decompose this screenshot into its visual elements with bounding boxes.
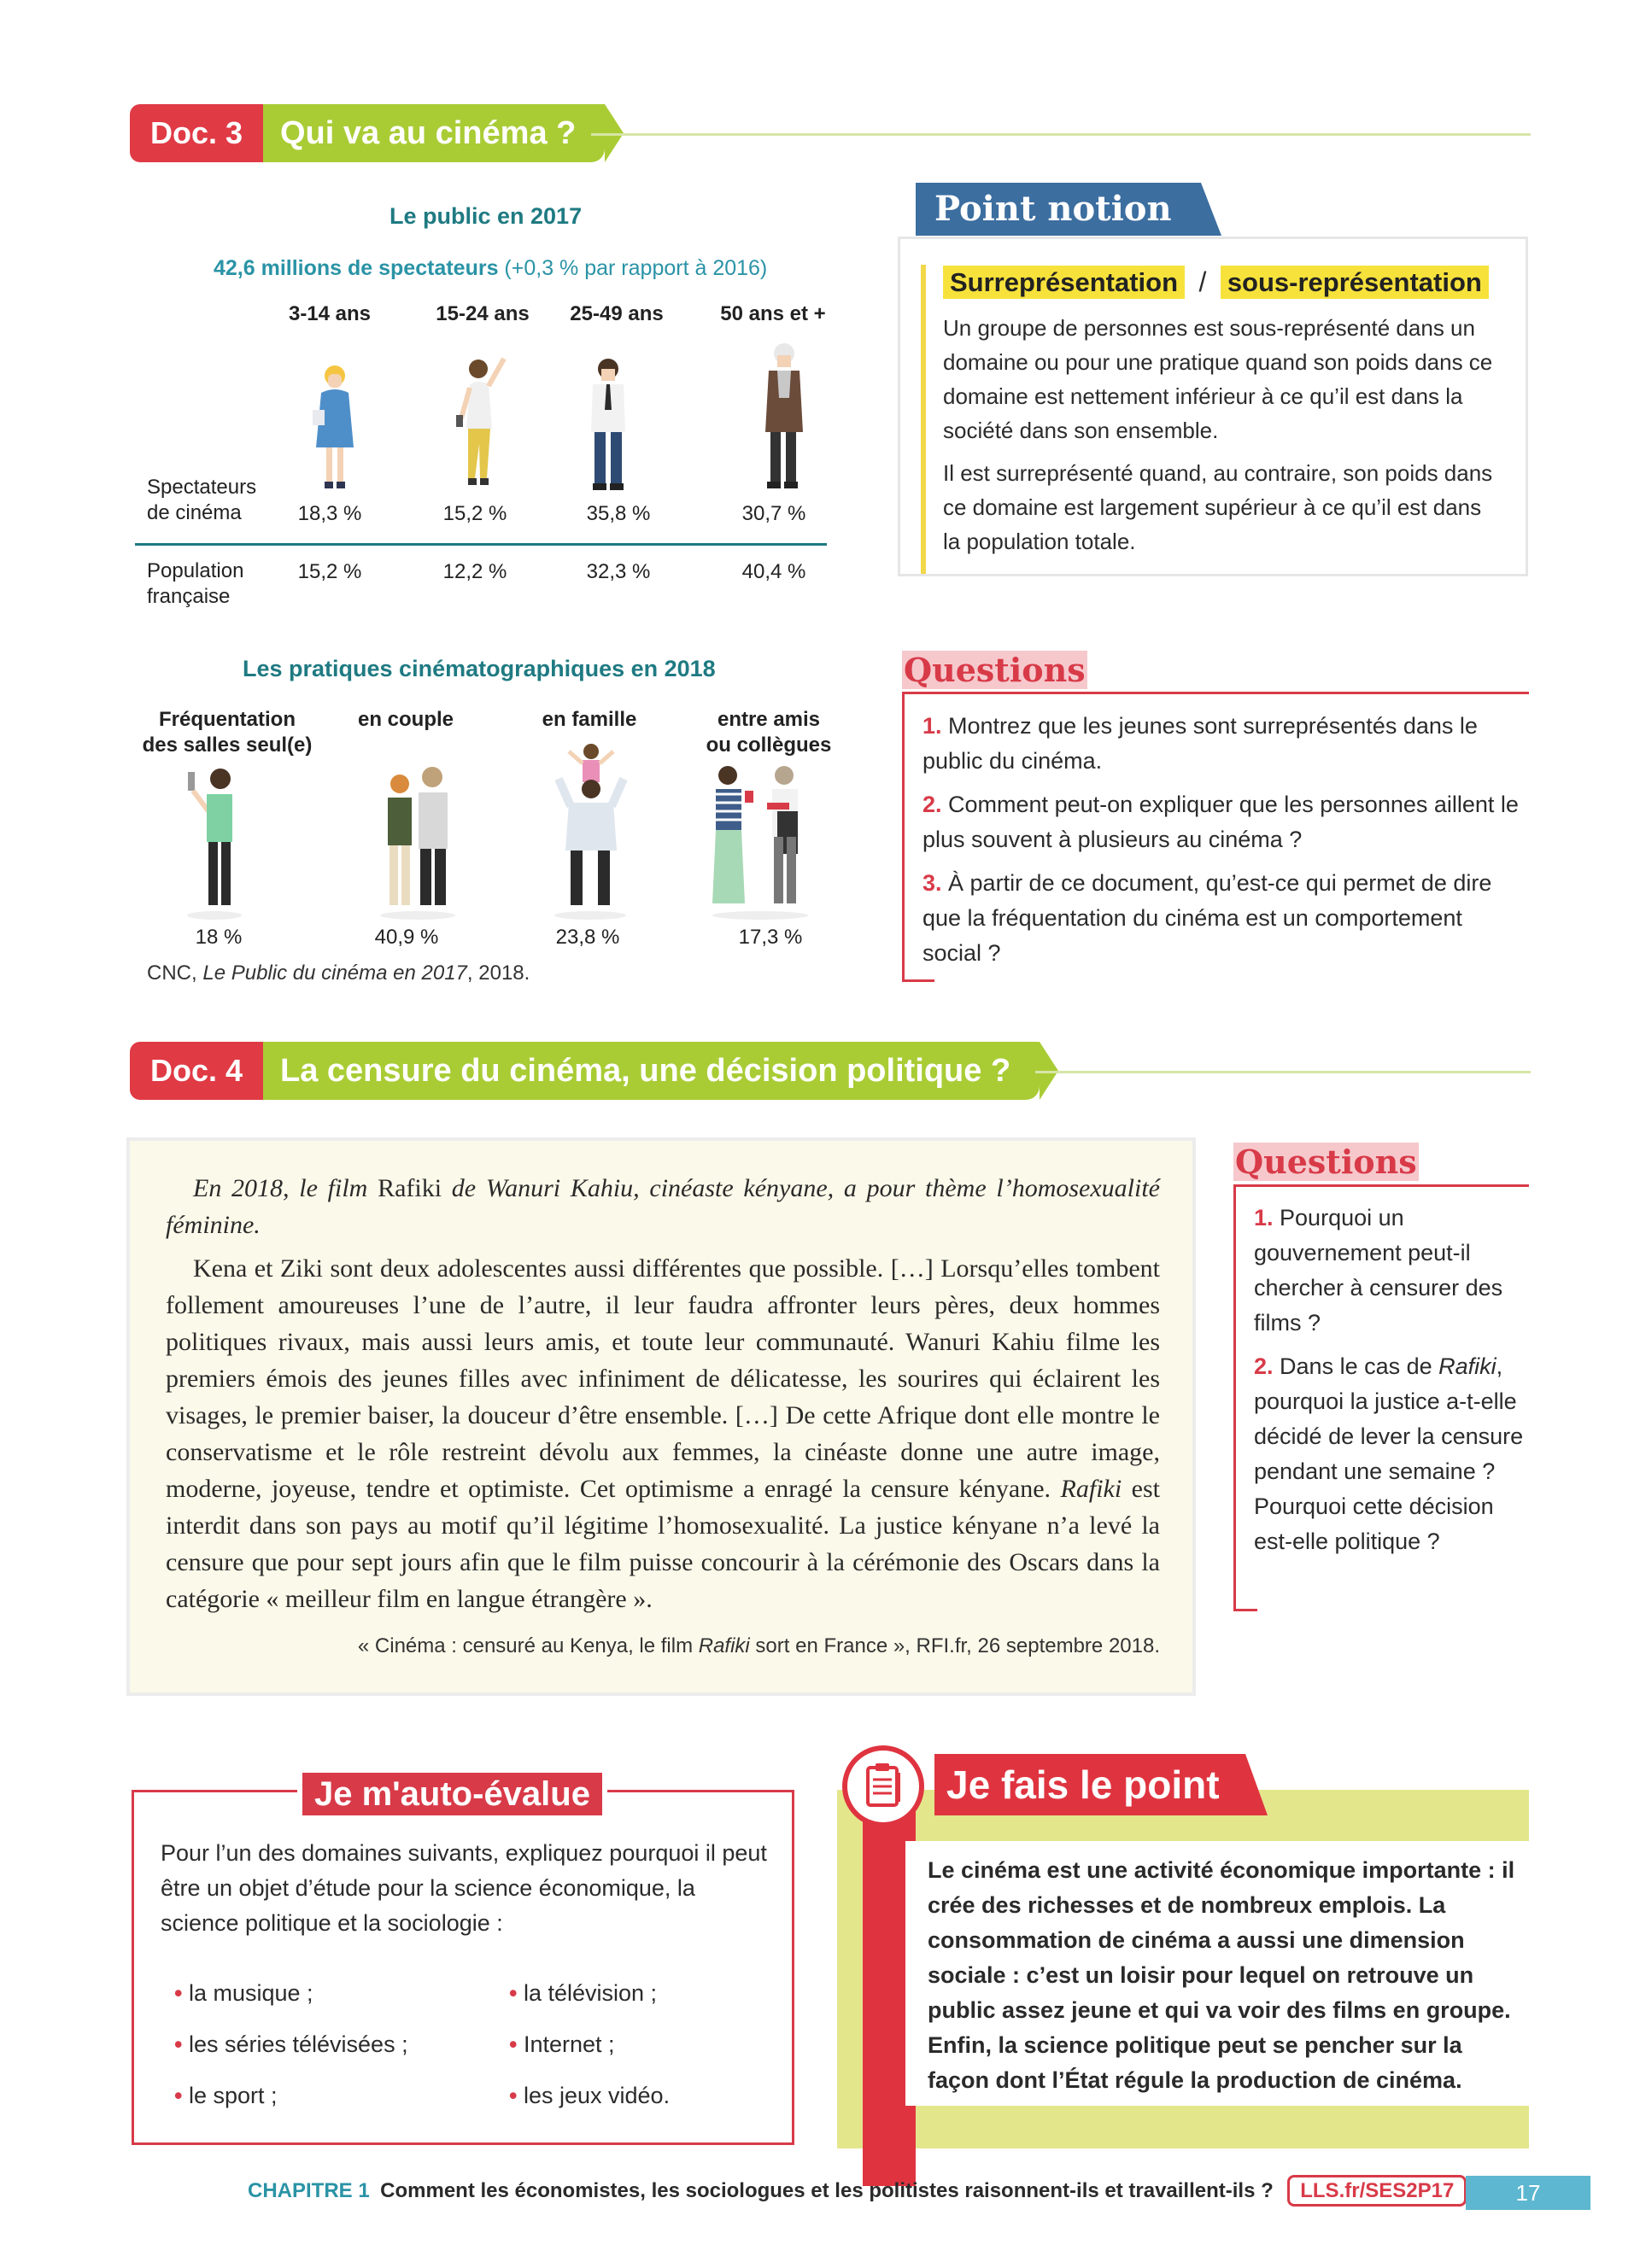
doc3-number: Doc. 3: [130, 104, 263, 162]
teen-figure-icon: [444, 350, 512, 495]
questions-1-top-rule: [902, 692, 1529, 694]
bullet: •: [174, 2031, 183, 2057]
body-film-title: Rafiki: [1060, 1475, 1122, 1503]
age-group-header: 50 ans et +: [720, 302, 826, 325]
term-separator: /: [1198, 266, 1207, 297]
source-prefix: CNC,: [147, 962, 203, 985]
bullet: •: [509, 2083, 518, 2108]
spectators-value: 35,8 %: [586, 502, 651, 525]
clipboard-icon: [847, 1751, 919, 1822]
doc4-intro: [166, 1170, 1160, 1243]
questions-1-label: Questions: [904, 651, 1086, 689]
source-text: « Cinéma : censuré au Kenya, le film: [357, 1634, 699, 1657]
question-item: [922, 866, 1520, 971]
question-number: 1.: [1254, 1205, 1274, 1230]
doc4-title: La censure du cinéma, une décision politique ?: [263, 1042, 1040, 1100]
bullet: •: [509, 1980, 518, 2006]
spectators-value: 30,7 %: [741, 502, 806, 525]
questions-2-heading: [1233, 1143, 1419, 1182]
question-item: [1254, 1201, 1524, 1341]
auto-eval-list-col2: [509, 1967, 670, 2121]
intro-film-title: Rafiki: [378, 1174, 442, 1202]
doc4-header: [130, 1042, 1531, 1100]
row-label-population: [147, 558, 243, 610]
domain-item: [509, 1967, 670, 2019]
practice-label: [126, 707, 328, 758]
domain-item: [174, 1967, 408, 2019]
bullet: •: [509, 2031, 518, 2057]
question-text: Montrez que les jeunes sont surreprésentés dans le public du cinéma.: [922, 713, 1478, 774]
spectators-value: 15,2 %: [442, 502, 507, 525]
body-text: est interdit dans son pays au motif qu’il légitime l’homosexualité. La justice kényane n’a levé la censure que pour sept jours afin que le film puisse concourir à la cérémonie des Oscars dans la catégorie « meilleur film en langue étrangère ».: [166, 1475, 1161, 1613]
domain-item: [174, 2070, 408, 2121]
source-text: sort en France », RFI.fr, 26 septembre 2018.: [749, 1634, 1160, 1657]
footer-link[interactable]: LLS.fr/SES2P17: [1287, 2175, 1467, 2207]
domain-item: [174, 2019, 408, 2070]
age-group-header: 3-14 ans: [288, 302, 372, 325]
question-film-title: Rafiki: [1438, 1353, 1496, 1379]
practice-label: [692, 707, 846, 758]
question-number: 1.: [922, 713, 942, 739]
footer-chapter-title: Comment les économistes, les sociologues et les politistes raisonnent-ils et travaillent-ils ?: [380, 2179, 1274, 2202]
child-figure-icon: [304, 359, 364, 495]
questions-1-list: [922, 709, 1520, 971]
question-item: [922, 787, 1520, 857]
question-item: [922, 709, 1520, 779]
doc3-header: [130, 104, 1531, 162]
questions-2-bottom-tick: [1233, 1609, 1257, 1611]
population-value: 12,2 %: [442, 560, 507, 583]
doc4-number: Doc. 4: [130, 1042, 263, 1100]
person-alone-icon: [176, 760, 253, 922]
doc4-header-rule: [1035, 1071, 1531, 1073]
practice-label: en couple: [357, 708, 454, 731]
practice-value: 17,3 %: [738, 926, 803, 949]
public-2017-subtitle: [214, 256, 767, 281]
domain-label: les séries télévisées ;: [188, 2031, 408, 2057]
intro-text: En 2018, le film: [193, 1174, 378, 1202]
doc4-source: [166, 1634, 1160, 1658]
practices-title: Les pratiques cinématographiques en 2018: [243, 656, 716, 681]
questions-2-list: [1254, 1201, 1524, 1559]
spectators-change: (+0,3 % par rapport à 2016): [498, 256, 768, 280]
source-title: Le Public du cinéma en 2017: [202, 962, 467, 985]
row-label-line: Spectateurs: [147, 476, 257, 499]
doc3-source: [147, 962, 530, 985]
doc4-body: [166, 1250, 1160, 1617]
bullet: •: [174, 1980, 183, 2006]
population-value: 32,3 %: [586, 560, 651, 583]
practice-value: 23,8 %: [555, 926, 620, 949]
couple-icon: [371, 760, 465, 922]
question-text: , pourquoi la justice a-t-elle décidé de lever la censure pendant une semaine ? Pourquoi cette décision est-elle politique ?: [1254, 1353, 1524, 1554]
question-number: 3.: [922, 870, 942, 896]
population-value: 15,2 %: [297, 560, 362, 583]
questions-2-top-rule: [1233, 1184, 1529, 1187]
source-film-title: Rafiki: [698, 1634, 750, 1657]
footer: [248, 2179, 1467, 2203]
doc3-header-rule: [591, 133, 1531, 136]
domain-label: les jeux vidéo.: [523, 2083, 671, 2108]
domain-item: [509, 2070, 670, 2121]
domain-label: le sport ;: [188, 2083, 278, 2108]
doc3-title: Qui va au cinéma ?: [263, 104, 605, 162]
summary-badge: [842, 1745, 924, 1827]
question-text: Comment peut-on expliquer que les personnes aillent le plus souvent à plusieurs au cinéma ?: [922, 792, 1519, 852]
spectators-total: 42,6 millions de spectateurs: [214, 256, 499, 280]
age-group-header: 15-24 ans: [436, 302, 530, 325]
row-label-line: Population: [147, 559, 244, 582]
question-text: Dans le cas de: [1273, 1353, 1439, 1379]
question-number: 2.: [1254, 1353, 1274, 1379]
age-group-header: 25-49 ans: [570, 302, 664, 325]
point-notion-terms: [943, 266, 1489, 298]
population-value: 40,4 %: [741, 560, 806, 583]
row-label-line: de cinéma: [147, 501, 242, 524]
domain-label: Internet ;: [523, 2031, 615, 2057]
table-divider: [135, 543, 827, 546]
senior-figure-icon: [743, 338, 820, 500]
footer-chapter: CHAPITRE 1: [248, 2179, 370, 2202]
point-notion-definition-1: Un groupe de personnes est sous-représenté dans un domaine ou pour une pratique quand son poids dans ce domaine est nettement inférieur à ce qu’il est dans la société dans son ensemble.: [943, 315, 1493, 443]
questions-2-label: Questions: [1235, 1143, 1417, 1181]
practice-value: 40,9 %: [374, 926, 439, 949]
bullet: •: [174, 2083, 183, 2108]
family-icon: [543, 739, 637, 922]
friends-icon: [700, 760, 820, 922]
question-item: [1254, 1349, 1524, 1559]
point-notion-accent-bar: [921, 265, 926, 574]
auto-eval-title: Je m'auto-évalue: [302, 1773, 602, 1815]
domain-label: la télévision ;: [523, 1980, 658, 2006]
auto-eval-list-col1: [174, 1967, 408, 2121]
question-text: À partir de ce document, qu’est-ce qui permet de dire que la fréquentation du cinéma est un comportement social ?: [922, 870, 1492, 966]
auto-eval-intro: Pour l’un des domaines suivants, expliquez pourquoi il peut être un objet d’étude pour la science économique, la science politique et la sociologie :: [161, 1840, 767, 1936]
practice-label: en famille: [542, 708, 637, 731]
questions-1-bottom-tick: [902, 979, 934, 982]
spectators-value: 18,3 %: [297, 502, 362, 525]
domain-label: la musique ;: [188, 1980, 313, 2006]
point-notion-definition-2: Il est surreprésenté quand, au contraire, son poids dans ce domaine est largement supérieur à ce qu’il est dans la population totale.: [943, 460, 1493, 554]
questions-2-left-rule: [1233, 1184, 1236, 1611]
practice-label-line: ou collègues: [706, 734, 832, 757]
questions-1-left-rule: [902, 692, 905, 982]
row-label-spectators: [147, 475, 256, 526]
point-notion-label: Point notion: [916, 183, 1201, 236]
summary-text: Le cinéma est une activité économique importante : il crée des richesses et de nombreux emplois. La consommation de cinéma a aussi une dimension sociale : c’est un loisir pour lequel on retrouve un public assez jeune et qui va voir des films en groupe. Enfin, la science politique peut se pencher sur la façon dont l’État régule la production de cinéma.: [928, 1857, 1515, 2093]
public-2017-title: Le public en 2017: [390, 203, 583, 229]
domain-item: [509, 2019, 670, 2070]
adult-figure-icon: [574, 350, 642, 500]
practice-label-line: des salles seul(e): [142, 734, 313, 757]
question-text: Pourquoi un gouvernement peut-il chercher à censurer des films ?: [1254, 1205, 1503, 1336]
term-sous-representation: sous-représentation: [1221, 266, 1489, 299]
questions-1-heading: [902, 651, 1087, 690]
practice-value: 18 %: [195, 926, 243, 949]
body-text: Kena et Ziki sont deux adolescentes aussi différentes que possible. […] Lorsqu’elles tombent follement amoureuses l’une de l’autre, il leur faudra affronter leurs pères, deux hommes politiques rivaux, mais aussi leurs amis, et toute leur communauté. Wanuri Kahiu filme les premiers émois des jeunes filles avec infiniment de délicatesse, les sourires qui éclairent les visages, le premier baiser, la douceur d’être ensemble. […] De cette Afrique dont elle montre le conservatisme et le rôle restreint dévolu aux femmes, la cinéaste donne une autre image, moderne, joyeuse, tendre et optimiste. Cet optimisme a enragé la censure kényane.: [166, 1254, 1160, 1503]
practice-label-line: entre amis: [717, 708, 821, 731]
term-surrepresentation: Surreprésentation: [943, 266, 1185, 299]
practice-label-line: Fréquentation: [159, 708, 296, 731]
page-number: 17: [1466, 2176, 1590, 2210]
source-suffix: , 2018.: [466, 962, 530, 985]
summary-title: Je fais le point: [934, 1754, 1245, 1815]
row-label-line: française: [147, 585, 231, 608]
intro-text: de Wanuri Kahiu, cinéaste kényane, a pour thème l’homosexualité féminine.: [166, 1174, 1160, 1239]
question-number: 2.: [922, 792, 942, 817]
